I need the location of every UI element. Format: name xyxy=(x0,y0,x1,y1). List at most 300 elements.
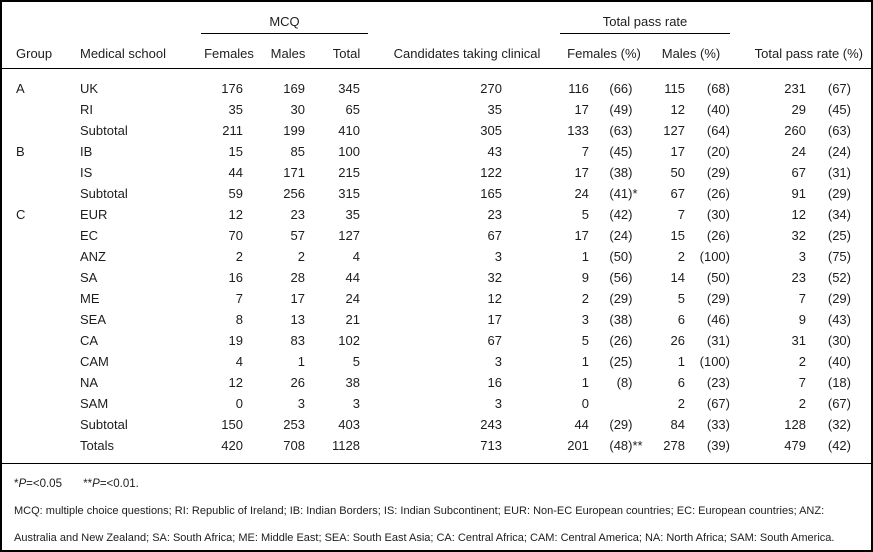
pass-percent: (26) xyxy=(706,228,730,243)
pass-count: 17 xyxy=(574,102,589,117)
cell-pass-females xyxy=(560,81,648,96)
cell-candidates: 3 xyxy=(494,396,502,411)
cell-mcq-total: 1128 xyxy=(332,438,360,453)
pass-percent: (50) xyxy=(706,270,730,285)
cell-pass-males xyxy=(648,291,734,306)
cell-mcq-females: 44 xyxy=(228,165,243,180)
cell-total-pass-rate xyxy=(734,291,863,306)
pass-percent: (26) xyxy=(706,186,730,201)
cell-mcq-total: 403 xyxy=(338,417,360,432)
cell-pass-males xyxy=(648,375,734,390)
pass-percent: (63) xyxy=(609,123,633,138)
cell-mcq-females: 19 xyxy=(228,333,243,348)
cell-candidates: 43 xyxy=(487,144,502,159)
pass-significance xyxy=(633,123,647,138)
cell-pass-females xyxy=(560,417,648,432)
col-header-total-pass-rate: Total pass rate (%) xyxy=(754,46,863,61)
cell-mcq-males: 83 xyxy=(290,333,305,348)
table-row xyxy=(2,183,871,204)
cell-school: Subtotal xyxy=(80,186,128,201)
pass-count: 479 xyxy=(784,438,806,453)
cell-pass-males xyxy=(648,207,734,222)
pass-percent: (64) xyxy=(706,123,730,138)
pass-significance xyxy=(633,144,647,159)
pass-count: 91 xyxy=(791,186,806,201)
cell-school: Totals xyxy=(80,438,114,453)
cell-mcq-females: 176 xyxy=(221,81,243,96)
cell-mcq-males: 28 xyxy=(290,270,305,285)
cell-mcq-total: 102 xyxy=(338,333,360,348)
cell-candidates: 23 xyxy=(487,207,502,222)
cell-mcq-total: 65 xyxy=(345,102,360,117)
pass-percent: (66) xyxy=(609,81,633,96)
pass-percent: (49) xyxy=(609,102,633,117)
cell-mcq-females: 420 xyxy=(221,438,243,453)
pass-significance xyxy=(633,249,647,264)
cell-total-pass-rate xyxy=(734,123,863,138)
cell-pass-males xyxy=(648,165,734,180)
pass-count: 1 xyxy=(581,354,589,369)
cell-mcq-females: 59 xyxy=(228,186,243,201)
cell-pass-males xyxy=(648,81,734,96)
table-row xyxy=(2,78,871,99)
cell-mcq-females: 2 xyxy=(235,249,243,264)
pass-count: 127 xyxy=(663,123,685,138)
cell-total-pass-rate xyxy=(734,144,863,159)
pass-percent: (52) xyxy=(827,270,851,285)
pass-percent: (29) xyxy=(609,291,633,306)
cell-pass-males xyxy=(648,417,734,432)
cell-pass-males xyxy=(648,438,734,453)
cell-school: CAM xyxy=(80,354,109,369)
pass-count: 7 xyxy=(581,144,589,159)
cell-pass-females xyxy=(560,102,648,117)
cell-pass-males xyxy=(648,144,734,159)
cell-mcq-total: 4 xyxy=(352,249,360,264)
cell-mcq-males: 13 xyxy=(290,312,305,327)
pass-percent: (24) xyxy=(609,228,633,243)
cell-pass-males xyxy=(648,249,734,264)
cell-mcq-females: 4 xyxy=(235,354,243,369)
cell-mcq-males: 256 xyxy=(283,186,305,201)
cell-pass-females xyxy=(560,228,648,243)
pass-count: 44 xyxy=(574,417,589,432)
pass-percent: (38) xyxy=(609,165,633,180)
cell-candidates: 305 xyxy=(480,123,502,138)
pass-significance: ** xyxy=(632,438,643,453)
pass-percent: (40) xyxy=(706,102,730,117)
pass-percent: (42) xyxy=(609,207,633,222)
cell-pass-females xyxy=(560,270,648,285)
pass-significance xyxy=(633,312,647,327)
cell-school: SEA xyxy=(80,312,107,327)
pass-count: 6 xyxy=(677,375,685,390)
pass-percent: (29) xyxy=(706,165,730,180)
pass-significance xyxy=(633,375,647,390)
cell-candidates: 3 xyxy=(494,249,502,264)
pass-count: 128 xyxy=(784,417,806,432)
pass-count: 0 xyxy=(581,396,589,411)
cell-mcq-total: 21 xyxy=(345,312,360,327)
sig-value: =<0.05 xyxy=(26,478,62,490)
pass-count: 2 xyxy=(798,396,806,411)
table-row xyxy=(2,162,871,183)
cell-total-pass-rate xyxy=(734,438,863,453)
pass-significance xyxy=(633,417,647,432)
cell-candidates: 165 xyxy=(480,186,502,201)
pass-count: 14 xyxy=(670,270,685,285)
pass-percent: (68) xyxy=(706,81,730,96)
cell-pass-females xyxy=(560,396,648,411)
pass-significance xyxy=(633,102,647,117)
cell-mcq-males: 30 xyxy=(290,102,305,117)
cell-mcq-males: 57 xyxy=(290,228,305,243)
pass-count: 67 xyxy=(791,165,806,180)
pass-significance xyxy=(633,81,647,96)
cell-total-pass-rate xyxy=(734,396,863,411)
cell-mcq-total: 44 xyxy=(345,270,360,285)
cell-group: A xyxy=(16,81,25,96)
pass-percent: (40) xyxy=(827,354,851,369)
cell-pass-females xyxy=(560,333,648,348)
pass-percent: (23) xyxy=(706,375,730,390)
cell-pass-males xyxy=(648,354,734,369)
table-row xyxy=(2,120,871,141)
pass-percent: (31) xyxy=(706,333,730,348)
cell-mcq-females: 16 xyxy=(228,270,243,285)
cell-pass-females xyxy=(560,291,648,306)
table-row xyxy=(2,330,871,351)
pass-percent: (63) xyxy=(827,123,851,138)
cell-school: UK xyxy=(80,81,99,96)
cell-school: EC xyxy=(80,228,99,243)
cell-total-pass-rate xyxy=(734,102,863,117)
cell-mcq-total: 35 xyxy=(345,207,360,222)
table-row xyxy=(2,141,871,162)
footnotes xyxy=(2,464,871,552)
pass-significance xyxy=(633,228,647,243)
pass-percent: (45) xyxy=(827,102,851,117)
pass-count: 23 xyxy=(791,270,806,285)
pass-percent: (56) xyxy=(609,270,633,285)
cell-total-pass-rate xyxy=(734,354,863,369)
cell-mcq-total: 127 xyxy=(338,228,360,243)
pass-percent: (34) xyxy=(827,207,851,222)
pass-count: 5 xyxy=(581,333,589,348)
pass-significance: * xyxy=(632,186,638,201)
cell-mcq-males: 3 xyxy=(297,396,305,411)
cell-school: SA xyxy=(80,270,98,285)
cell-mcq-females: 35 xyxy=(228,102,243,117)
cell-pass-females xyxy=(560,249,648,264)
cell-mcq-males: 1 xyxy=(297,354,305,369)
pass-percent: (32) xyxy=(827,417,851,432)
pass-significance xyxy=(633,396,647,411)
cell-pass-males xyxy=(648,396,734,411)
cell-mcq-females: 8 xyxy=(235,312,243,327)
col-header-group: Group xyxy=(16,46,53,61)
sig-star: * xyxy=(14,478,19,490)
cell-mcq-total: 5 xyxy=(352,354,360,369)
table-row xyxy=(2,99,871,120)
pass-count: 1 xyxy=(581,375,589,390)
table-row xyxy=(2,372,871,393)
col-header-mcq-females: Females xyxy=(204,46,254,61)
pass-count: 115 xyxy=(664,81,685,96)
abbreviations-note: MCQ: multiple choice questions; RI: Republic of Ireland; IB: Indian Borders; IS: Indian Subcontinent; EUR: Non-EC European countries; EC: European countries; ANZ: Australia and New Zealand; SA: South Africa; ME: Middle East; SEA: South East Asia; CA: Central Africa; CAM: Central America; NA: North Africa; SAM: South America. xyxy=(14,505,835,544)
cell-school: NA xyxy=(80,375,99,390)
pass-percent: (46) xyxy=(706,312,730,327)
pass-significance xyxy=(633,165,647,180)
cell-school: SAM xyxy=(80,396,109,411)
cell-school: Subtotal xyxy=(80,123,128,138)
cell-total-pass-rate xyxy=(734,375,863,390)
cell-mcq-females: 150 xyxy=(221,417,243,432)
cell-candidates: 67 xyxy=(487,228,502,243)
table-row xyxy=(2,309,871,330)
pass-percent: (38) xyxy=(609,312,633,327)
pass-count: 29 xyxy=(791,102,806,117)
cell-total-pass-rate xyxy=(734,228,863,243)
significance-p05 xyxy=(14,478,62,490)
cell-mcq-females: 12 xyxy=(228,207,243,222)
col-header-mcq-males: Males xyxy=(270,46,306,61)
sig-value: =<0.01. xyxy=(99,478,139,490)
pass-percent: (26) xyxy=(609,333,633,348)
pass-percent: (75) xyxy=(827,249,851,264)
table-row xyxy=(2,288,871,309)
cell-school: Subtotal xyxy=(80,417,128,432)
cell-mcq-males: 2 xyxy=(297,249,305,264)
table-body xyxy=(2,69,871,464)
pass-percent: (67) xyxy=(827,396,851,411)
cell-mcq-males: 17 xyxy=(290,291,305,306)
cell-pass-females xyxy=(560,375,648,390)
pass-significance xyxy=(633,333,647,348)
cell-mcq-total: 345 xyxy=(338,81,360,96)
pass-significance xyxy=(633,354,647,369)
cell-school: EUR xyxy=(80,207,108,222)
cell-total-pass-rate xyxy=(734,270,863,285)
cell-school: ME xyxy=(80,291,100,306)
pass-count: 116 xyxy=(568,81,589,96)
pass-count: 67 xyxy=(670,186,685,201)
sig-p-symbol: P xyxy=(92,478,100,490)
pass-percent: (100) xyxy=(699,354,730,369)
table-row xyxy=(2,225,871,246)
pass-percent: (39) xyxy=(706,438,730,453)
col-group-mcq: MCQ xyxy=(201,14,368,34)
significance-note xyxy=(14,474,861,490)
cell-pass-males xyxy=(648,102,734,117)
pass-count: 32 xyxy=(791,228,806,243)
cell-total-pass-rate xyxy=(734,417,863,432)
cell-mcq-males: 253 xyxy=(283,417,305,432)
col-header-mcq-total: Total xyxy=(332,46,361,61)
cell-pass-males xyxy=(648,333,734,348)
cell-mcq-males: 171 xyxy=(283,165,305,180)
cell-mcq-males: 23 xyxy=(290,207,305,222)
pass-count: 2 xyxy=(677,396,685,411)
pass-percent: (41) xyxy=(609,186,633,201)
cell-total-pass-rate xyxy=(734,312,863,327)
cell-mcq-females: 15 xyxy=(228,144,243,159)
cell-pass-females xyxy=(560,165,648,180)
cell-group: C xyxy=(16,207,26,222)
cell-total-pass-rate xyxy=(734,81,863,96)
cell-mcq-females: 211 xyxy=(222,123,243,138)
cell-total-pass-rate xyxy=(734,207,863,222)
pass-percent: (100) xyxy=(699,249,730,264)
pass-significance xyxy=(633,207,647,222)
cell-candidates: 713 xyxy=(480,438,502,453)
cell-mcq-females: 0 xyxy=(235,396,243,411)
pass-significance xyxy=(633,270,647,285)
table-row xyxy=(2,246,871,267)
cell-mcq-females: 7 xyxy=(235,291,243,306)
pass-count: 5 xyxy=(581,207,589,222)
pass-count: 9 xyxy=(798,312,806,327)
pass-percent: (48) xyxy=(609,438,633,453)
pass-count: 15 xyxy=(670,228,685,243)
table-row xyxy=(2,204,871,225)
pass-count: 26 xyxy=(670,333,685,348)
pass-count: 2 xyxy=(677,249,685,264)
cell-candidates: 17 xyxy=(487,312,502,327)
cell-total-pass-rate xyxy=(734,249,863,264)
cell-candidates: 122 xyxy=(480,165,502,180)
pass-count: 7 xyxy=(677,207,685,222)
cell-candidates: 16 xyxy=(487,375,502,390)
cell-mcq-total: 315 xyxy=(338,186,360,201)
cell-pass-males xyxy=(648,186,734,201)
cell-pass-males xyxy=(648,270,734,285)
pass-count: 3 xyxy=(581,312,589,327)
pass-percent: (33) xyxy=(706,417,730,432)
cell-pass-females xyxy=(560,354,648,369)
pass-count: 31 xyxy=(791,333,806,348)
pass-significance xyxy=(633,291,647,306)
pass-count: 24 xyxy=(574,186,589,201)
cell-mcq-total: 38 xyxy=(345,375,360,390)
cell-mcq-males: 85 xyxy=(290,144,305,159)
table-row xyxy=(2,267,871,288)
pass-count: 24 xyxy=(791,144,806,159)
cell-pass-females xyxy=(560,144,648,159)
cell-group: B xyxy=(16,144,25,159)
pass-count: 50 xyxy=(670,165,685,180)
pass-percent: (45) xyxy=(609,144,633,159)
pass-percent: (20) xyxy=(706,144,730,159)
cell-mcq-total: 100 xyxy=(338,144,360,159)
sig-star: ** xyxy=(83,478,93,490)
cell-total-pass-rate xyxy=(734,186,863,201)
pass-percent: (50) xyxy=(609,249,633,264)
pass-count: 12 xyxy=(791,207,806,222)
cell-mcq-females: 70 xyxy=(228,228,243,243)
pass-count: 5 xyxy=(677,291,685,306)
pass-percent: (24) xyxy=(827,144,851,159)
cell-school: IB xyxy=(80,144,93,159)
table-header xyxy=(2,34,871,69)
cell-mcq-males: 169 xyxy=(283,81,305,96)
cell-school: RI xyxy=(80,102,93,117)
pass-percent: (18) xyxy=(827,375,851,390)
cell-candidates: 3 xyxy=(494,354,502,369)
cell-candidates: 243 xyxy=(480,417,502,432)
pass-percent: (29) xyxy=(609,417,633,432)
cell-candidates: 35 xyxy=(487,102,502,117)
cell-pass-females xyxy=(560,207,648,222)
pass-count: 6 xyxy=(677,312,685,327)
pass-percent: (29) xyxy=(827,186,851,201)
pass-percent: (29) xyxy=(827,291,851,306)
cell-pass-males xyxy=(648,123,734,138)
pass-count: 17 xyxy=(574,228,589,243)
pass-percent: (25) xyxy=(827,228,851,243)
cell-mcq-males: 708 xyxy=(283,438,305,453)
pass-percent: (30) xyxy=(706,207,730,222)
pass-count: 17 xyxy=(574,165,589,180)
pass-count: 84 xyxy=(670,417,685,432)
pass-percent: (67) xyxy=(706,396,730,411)
cell-pass-females xyxy=(560,186,648,201)
pass-percent: (30) xyxy=(827,333,851,348)
col-header-pass-males: Males (%) xyxy=(661,46,721,61)
significance-p01 xyxy=(83,478,139,490)
table-row xyxy=(2,351,871,372)
cell-school: IS xyxy=(80,165,93,180)
pass-percent: (67) xyxy=(827,81,851,96)
cell-candidates: 12 xyxy=(487,291,502,306)
pass-percent xyxy=(594,396,633,411)
cell-pass-females xyxy=(560,312,648,327)
col-group-total-pass-rate: Total pass rate xyxy=(560,14,730,34)
table-row xyxy=(2,393,871,414)
cell-school: CA xyxy=(80,333,99,348)
col-header-pass-females: Females (%) xyxy=(567,46,641,61)
pass-count: 12 xyxy=(670,102,685,117)
col-header-school: Medical school xyxy=(80,46,166,61)
cell-candidates: 67 xyxy=(487,333,502,348)
pass-count: 1 xyxy=(581,249,589,264)
pass-count: 231 xyxy=(784,81,806,96)
cell-mcq-females: 12 xyxy=(228,375,243,390)
cell-candidates: 32 xyxy=(487,270,502,285)
pass-count: 2 xyxy=(798,354,806,369)
pass-count: 2 xyxy=(581,291,589,306)
pass-percent: (29) xyxy=(706,291,730,306)
pass-count: 1 xyxy=(677,354,685,369)
pass-percent: (25) xyxy=(609,354,633,369)
cell-mcq-total: 215 xyxy=(338,165,360,180)
table-row xyxy=(2,435,871,456)
cell-pass-females xyxy=(560,438,648,453)
cell-mcq-total: 24 xyxy=(345,291,360,306)
pass-count: 7 xyxy=(798,375,806,390)
cell-total-pass-rate xyxy=(734,333,863,348)
pass-count: 3 xyxy=(798,249,806,264)
cell-school: ANZ xyxy=(80,249,106,264)
cell-mcq-males: 199 xyxy=(283,123,305,138)
cell-pass-females xyxy=(560,123,648,138)
pass-count: 278 xyxy=(663,438,685,453)
pass-percent: (43) xyxy=(827,312,851,327)
table-row xyxy=(2,414,871,435)
sig-p-symbol: P xyxy=(18,478,27,490)
cell-candidates: 270 xyxy=(480,81,502,96)
cell-mcq-males: 26 xyxy=(290,375,305,390)
